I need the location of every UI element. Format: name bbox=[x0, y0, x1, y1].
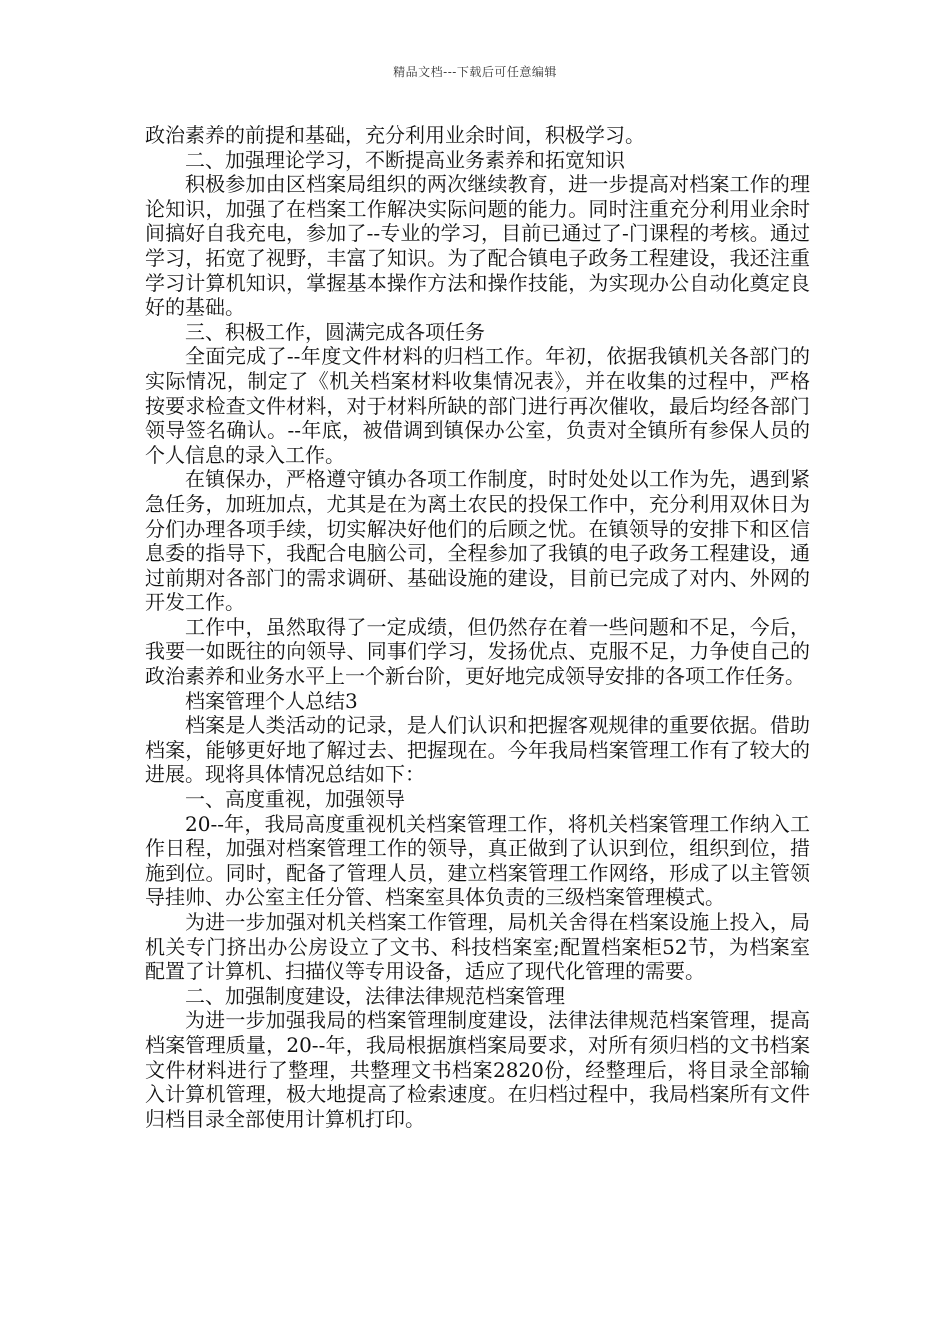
paragraph: 为进一步加强我局的档案管理制度建设，法律法律规范档案管理，提高档案管理质量，20--年，我局根据旗档案局要求，对所有须归档的文书档案文件材料进行了整理，共整理文书档案2820份，经整理后，将目录全部输入计算机管理，极大地提高了检索速度。在归档过程中，我局档案所有文件归档目录全部使用计算机打印。 bbox=[145, 1008, 810, 1131]
section-heading: 三、积极工作，圆满完成各项任务 bbox=[185, 319, 485, 344]
paragraph: 政治素养的前提和基础，充分利用业余时间，积极学习。 bbox=[145, 123, 645, 147]
section-heading: 二、加强理论学习，不断提高业务素养和拓宽知识 bbox=[185, 147, 625, 172]
paragraph: 工作中，虽然取得了一定成绩，但仍然存在着一些问题和不足，今后，我要一如既往的向领导、同事们学习，发扬优点、克服不足，力争使自己的政治素养和业务水平上一个新台阶，更好地完成领导安排的各项工作任务。 bbox=[145, 614, 810, 689]
paragraph: 20--年，我局高度重视机关档案管理工作，将机关档案管理工作纳入工作日程，加强对档案管理工作的领导，真正做到了认识到位，组织到位，措施到位。同时，配备了管理人员，建立档案管理工作网络，形成了以主管领导挂帅、办公室主任分管、档案室具体负责的三级档案管理模式。 bbox=[145, 811, 810, 910]
paragraph: 在镇保办，严格遵守镇办各项工作制度，时时处处以工作为先，遇到紧急任务，加班加点，尤其是在为离土农民的投保工作中，充分利用双休日为分们办理各项手续，切实解决好他们的后顾之忧。在镇领导的安排下和区信息委的指导下，我配合电脑公司，全程参加了我镇的电子政务工程建设，通过前期对各部门的需求调研、基础设施的建设，目前已完成了对内、外网的开发工作。 bbox=[145, 467, 810, 615]
paragraph: 为进一步加强对机关档案工作管理，局机关舍得在档案设施上投入，局机关专门挤出办公房设立了文书、科技档案室;配置档案柜52节，为档案室配置了计算机、扫描仪等专用设备，适应了现代化管理的需要。 bbox=[145, 910, 810, 984]
page-header: 精品文档---下载后可任意编辑 bbox=[393, 65, 557, 79]
paragraph: 档案是人类活动的记录，是人们认识和把握客观规律的重要依据。借助档案，能够更好地了解过去、把握现在。今年我局档案管理工作有了较大的进展。现将具体情况总结如下： bbox=[145, 713, 810, 787]
section-heading: 二、加强制度建设，法律法律规范档案管理 bbox=[185, 983, 565, 1008]
document-body bbox=[145, 123, 810, 1131]
paragraph: 全面完成了--年度文件材料的归档工作。年初，依据我镇机关各部门的实际情况，制定了《机关档案材料收集情况表》，并在收集的过程中，严格按要求检查文件材料，对于材料所缺的部门进行再次催收，最后均经各部门领导签名确认。--年底，被借调到镇保办公室，负责对全镇所有参保人员的个人信息的录入工作。 bbox=[145, 344, 810, 467]
paragraph: 积极参加由区档案局组织的两次继续教育，进一步提高对档案工作的理论知识，加强了在档案工作解决实际问题的能力。同时注重充分利用业余时间搞好自我充电，参加了--专业的学习，目前已通过了-门课程的考核。通过学习，拓宽了视野，丰富了知识。为了配合镇电子政务工程建设，我还注重学习计算机知识，掌握基本操作方法和操作技能，为实现办公自动化奠定良好的基础。 bbox=[145, 172, 810, 320]
section-heading: 一、高度重视，加强领导 bbox=[185, 787, 405, 812]
document-title: 档案管理个人总结3 bbox=[185, 688, 358, 713]
